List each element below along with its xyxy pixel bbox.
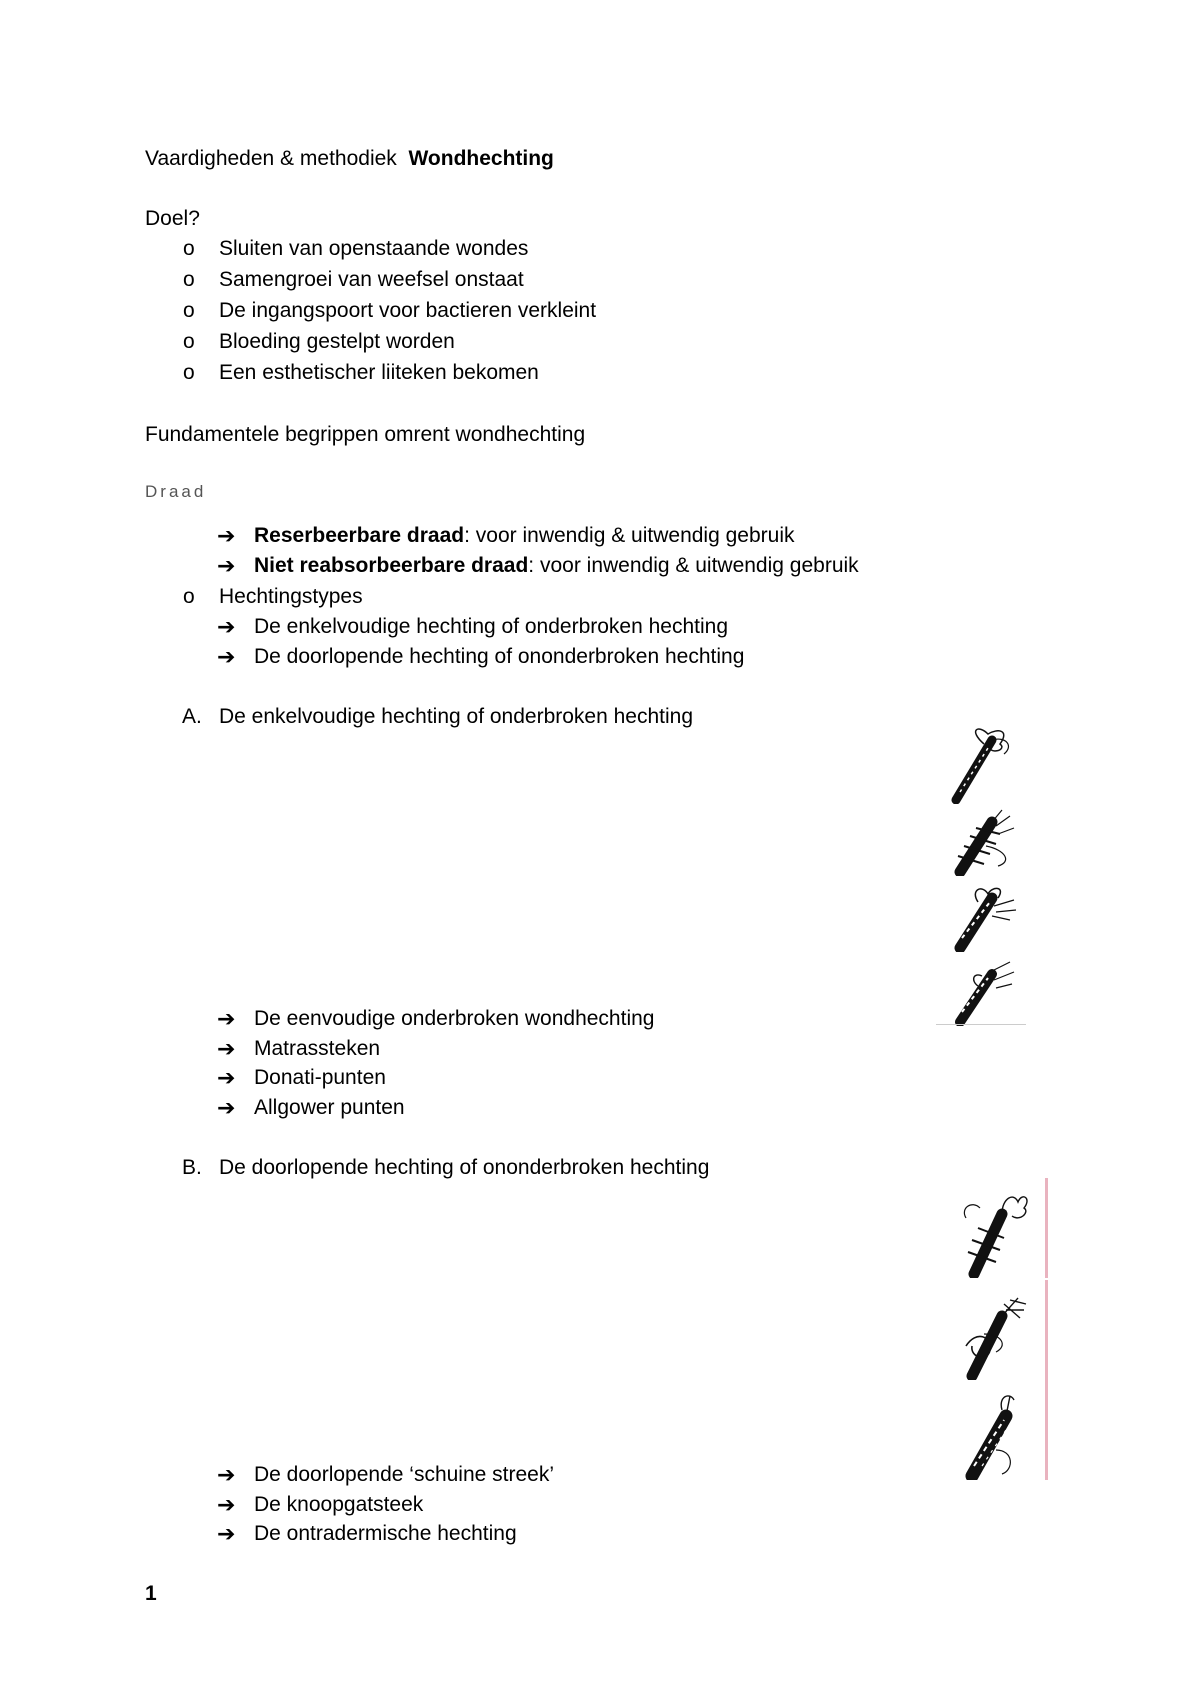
arrow-bullet: ➔	[217, 644, 236, 669]
doel-item: Een esthetischer liiteken bekomen	[219, 361, 539, 384]
section-a-item: De eenvoudige onderbroken wondhechting	[254, 1007, 655, 1030]
draad-item-bold: Niet reabsorbeerbare draad	[254, 554, 529, 577]
suture-illustration-5	[962, 1188, 1032, 1278]
doel-heading: Doel?	[145, 207, 200, 230]
type-item: De enkelvoudige hechting of onderbroken hechting	[254, 615, 729, 638]
arrow-bullet: ➔	[217, 1036, 236, 1061]
arrow-bullet: ➔	[217, 614, 236, 639]
arrow-bullet: ➔	[217, 1006, 236, 1031]
arrow-bullet: ➔	[217, 1521, 236, 1546]
section-a-letter: A.	[182, 705, 202, 728]
arrow-bullet: ➔	[217, 553, 236, 578]
arrow-bullet: ➔	[217, 1462, 236, 1487]
title-prefix: Vaardigheden & methodiek	[145, 147, 397, 170]
arrow-bullet: ➔	[217, 523, 236, 548]
arrow-bullet: ➔	[217, 1095, 236, 1120]
section-b-item: De knoopgatsteek	[254, 1493, 424, 1516]
fundamentele-heading: Fundamentele begrippen omrent wondhechting	[145, 423, 586, 446]
doel-item: De ingangspoort voor bactieren verkleint	[219, 299, 597, 322]
type-item: De doorlopende hechting of ononderbroken hechting	[254, 645, 745, 668]
doel-item: Samengroei van weefsel onstaat	[219, 268, 524, 291]
suture-illustration-4	[948, 956, 1018, 1026]
suture-illustration-3	[948, 880, 1020, 952]
suture-illustration-6	[962, 1290, 1032, 1380]
draad-item-bold: Reserbeerbare draad	[254, 524, 465, 547]
page-title	[145, 146, 554, 172]
draad-item	[254, 523, 795, 549]
section-b-item: De ontradermische hechting	[254, 1522, 517, 1545]
title-bold: Wondhechting	[408, 147, 554, 170]
section-a-item: Matrassteken	[254, 1037, 381, 1060]
bullet-o: o	[183, 585, 195, 608]
section-a-item: Allgower punten	[254, 1096, 405, 1119]
draad-item	[254, 553, 859, 579]
section-b-item: De doorlopende ‘schuine streek’	[254, 1463, 555, 1486]
section-a-title: De enkelvoudige hechting of onderbroken hechting	[219, 705, 694, 728]
draad-label: Draad	[145, 482, 207, 501]
bullet-o: o	[183, 361, 195, 384]
draad-item-rest: : voor inwendig & uitwendig gebruik	[464, 524, 795, 547]
pink-margin-bar	[1045, 1280, 1048, 1480]
section-a-item: Donati-punten	[254, 1066, 386, 1089]
bullet-o: o	[183, 330, 195, 353]
hechtingstypes: Hechtingstypes	[219, 585, 363, 608]
bullet-o: o	[183, 237, 195, 260]
suture-illustration-7	[962, 1390, 1032, 1480]
bullet-o: o	[183, 268, 195, 291]
page-number: 1	[145, 1582, 157, 1605]
draad-item-rest: : voor inwendig & uitwendig gebruik	[528, 554, 859, 577]
bullet-o: o	[183, 299, 195, 322]
doel-item: Bloeding gestelpt worden	[219, 330, 455, 353]
arrow-bullet: ➔	[217, 1065, 236, 1090]
section-b-title: De doorlopende hechting of ononderbroken hechting	[219, 1156, 710, 1179]
suture-illustration-2	[950, 806, 1020, 876]
illustration-underline	[936, 1024, 1026, 1025]
suture-illustration-1	[948, 726, 1020, 804]
doel-item: Sluiten van openstaande wondes	[219, 237, 529, 260]
arrow-bullet: ➔	[217, 1492, 236, 1517]
section-b-letter: B.	[182, 1156, 202, 1179]
pink-margin-bar	[1045, 1178, 1048, 1278]
